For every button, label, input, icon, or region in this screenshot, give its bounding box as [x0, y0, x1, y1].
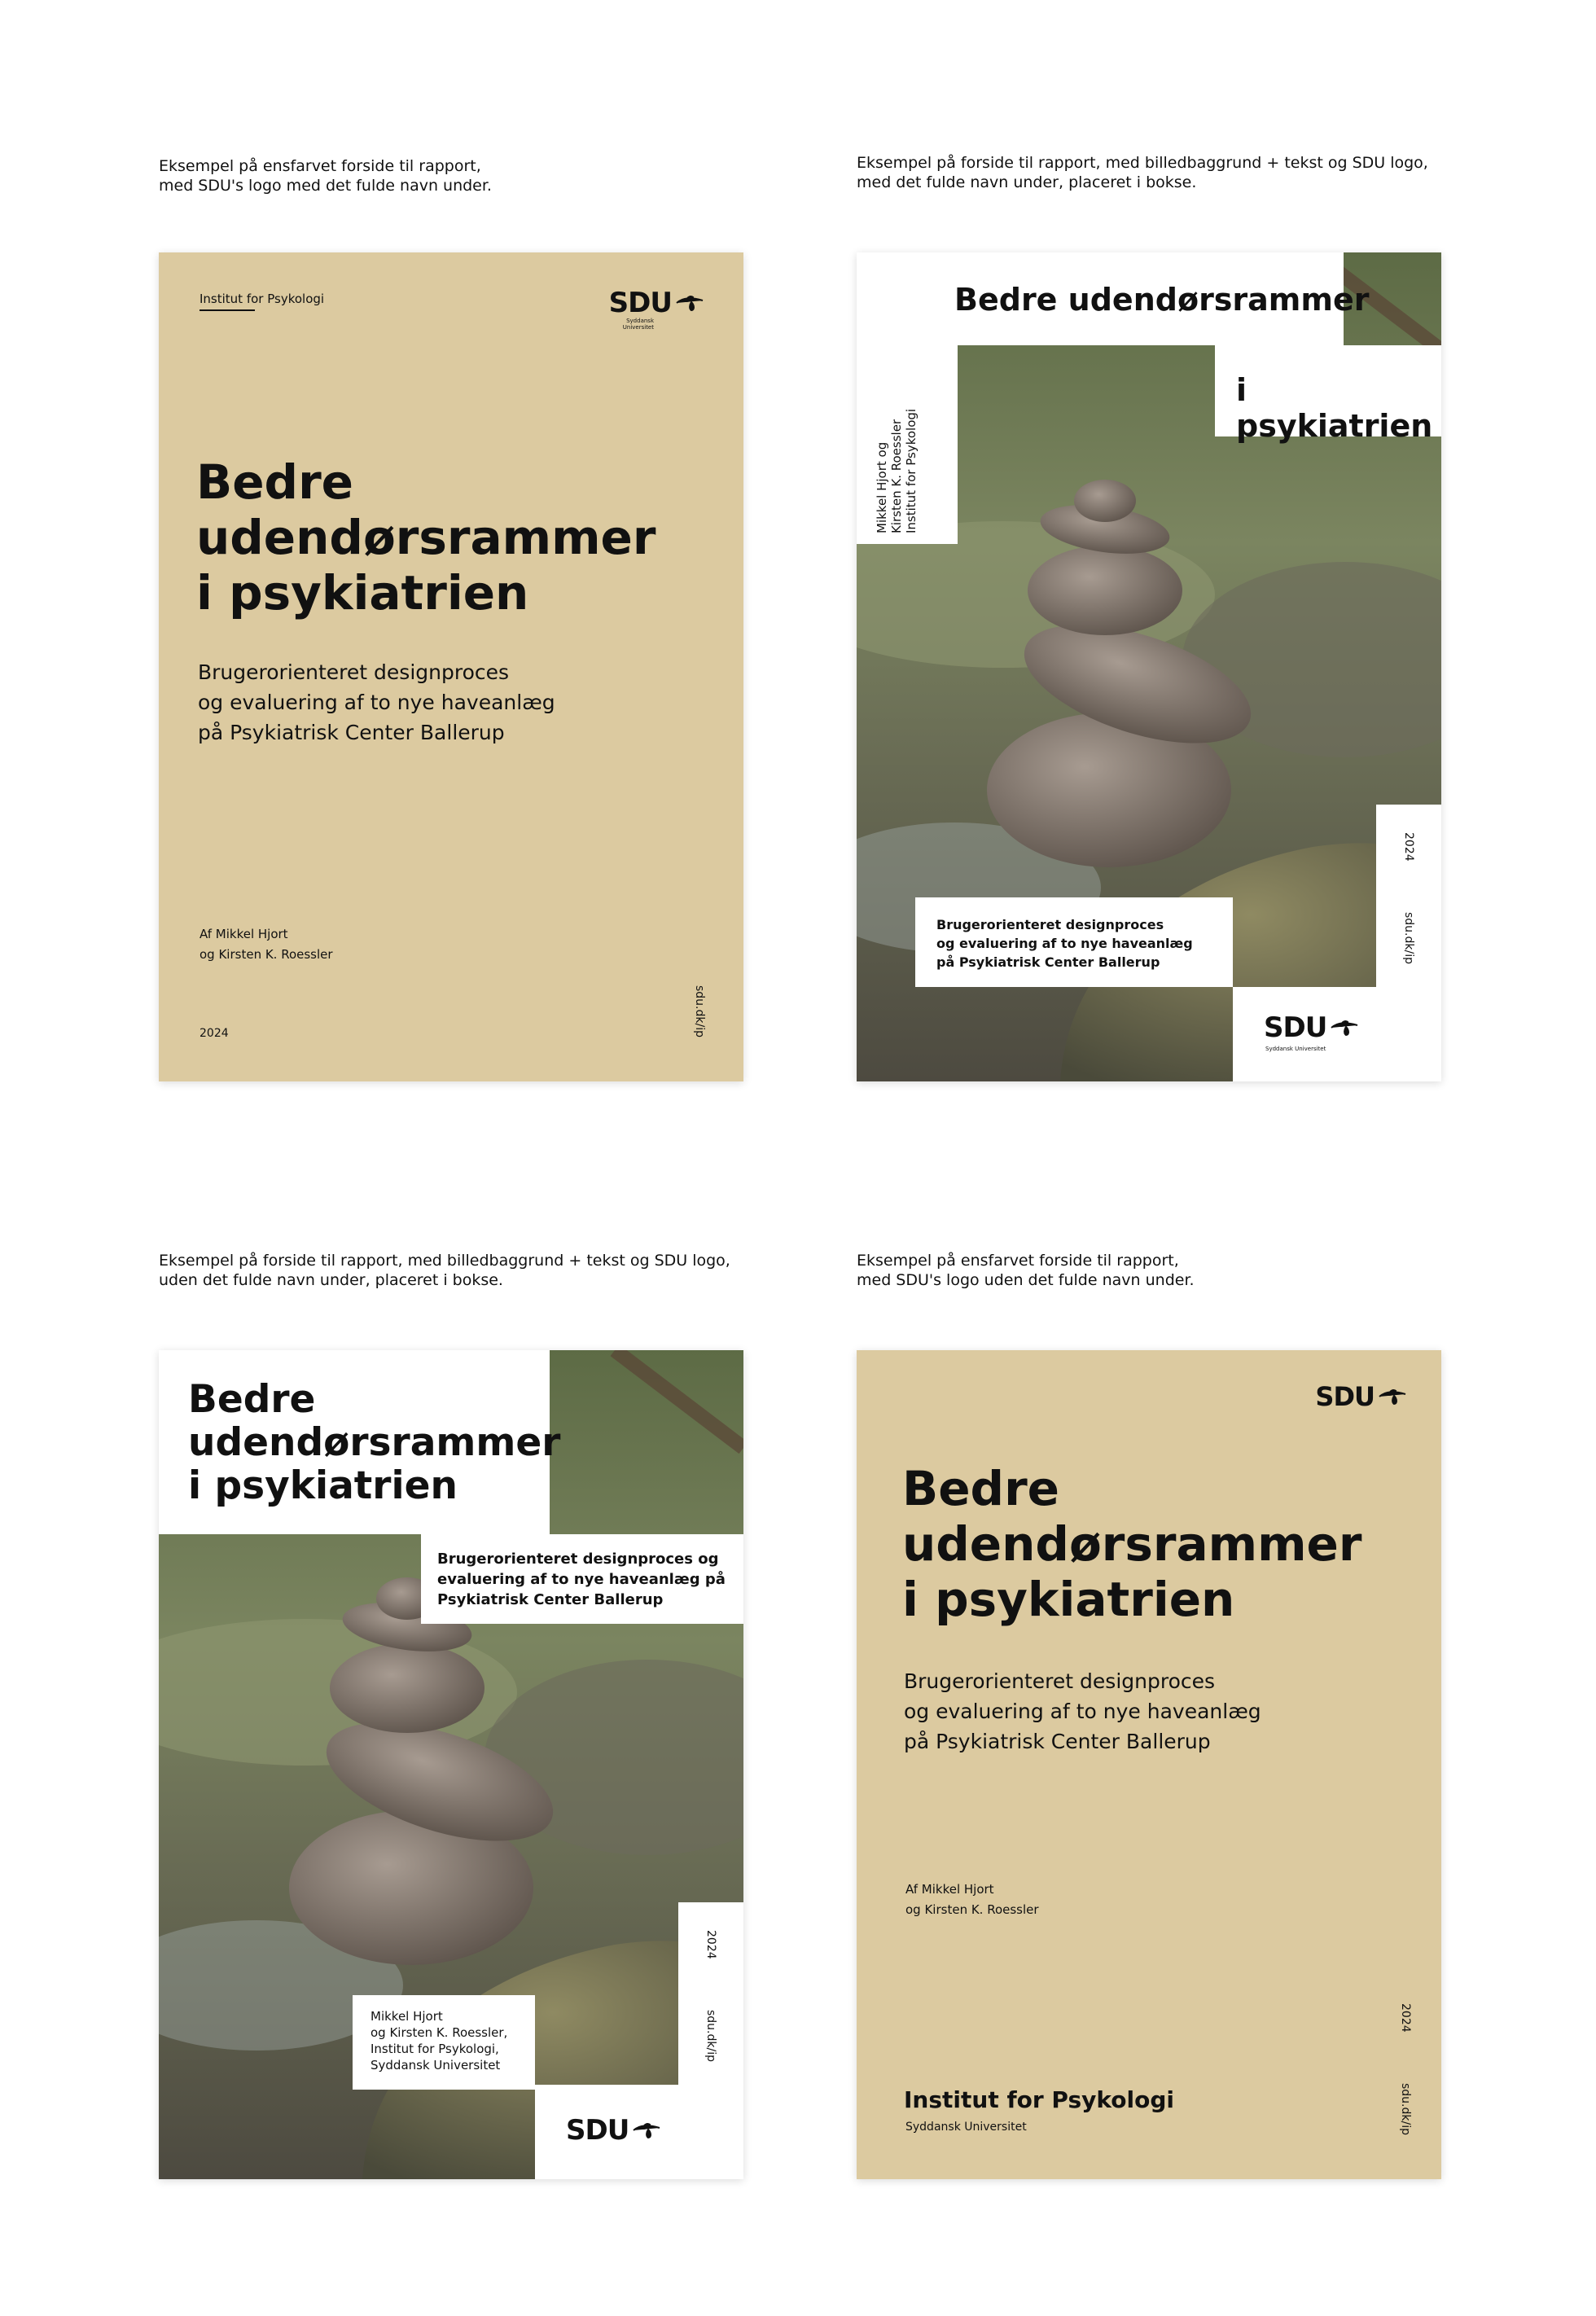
- university-name: Syddansk Universitet: [905, 2121, 1027, 2134]
- url: sdu.dk/ip: [704, 2010, 717, 2062]
- logo-box: [1233, 987, 1441, 1081]
- cover-beige-short-logo: [857, 1350, 1441, 2179]
- caption-cover-4: Eksempel på ensfarvet forside til rapport, med SDU's logo uden det fulde navn under.: [857, 1252, 1195, 1289]
- author-line: og Kirsten K. Roessler,: [370, 2025, 508, 2040]
- title-line-2-box: [1215, 345, 1441, 444]
- author-line: Kirsten K. Roessler: [889, 419, 904, 533]
- year: 2024: [704, 1930, 717, 1959]
- year: 2024: [1402, 832, 1415, 862]
- title-line: i psykiatrien: [188, 1463, 458, 1508]
- title-line-2: i psykiatrien: [1236, 372, 1433, 444]
- author-line: Mikkel Hjort og: [875, 441, 889, 533]
- caption-cover-3: Eksempel på forside til rapport, med billedbaggrund + tekst og SDU logo, uden det fulde navn under, placeret i bokse.: [159, 1252, 730, 1289]
- title-line: i psykiatrien: [196, 565, 529, 621]
- author-line: Mikkel Hjort: [370, 2009, 443, 2024]
- subtitle-line: evaluering af to nye haveanlæg på: [437, 1571, 726, 1588]
- department-underline: [200, 309, 255, 311]
- authors-vertical: [875, 383, 919, 533]
- author-line: Institut for Psykologi,: [370, 2042, 499, 2056]
- cover-photo-full-logo: [857, 252, 1441, 1081]
- subtitle-box: [915, 897, 1233, 987]
- title-line: Bedre: [188, 1377, 316, 1422]
- logo-box: [535, 2085, 743, 2179]
- department-name: Institut for Psykologi: [904, 2086, 1174, 2113]
- sdu-logo-mark: SDU: [1315, 1381, 1375, 1412]
- sdu-logo-mark: SDU: [1264, 1011, 1327, 1044]
- subtitle-line: på Psykiatrisk Center Ballerup: [198, 721, 505, 744]
- author-line: og Kirsten K. Roessler: [200, 947, 333, 962]
- url: sdu.dk/ip: [1399, 2083, 1412, 2135]
- report-subtitle: [904, 1666, 1261, 1757]
- title-line: udendørsrammer: [188, 1420, 561, 1465]
- sdu-logo: [607, 287, 704, 331]
- authors-box: [353, 1995, 535, 2090]
- title-line: udendørsrammer: [196, 510, 656, 565]
- year: 2024: [200, 1027, 229, 1040]
- cover-beige-full-logo: [159, 252, 743, 1081]
- subtitle-line: og evaluering af to nye haveanlæg: [936, 936, 1193, 951]
- title-line: Bedre: [196, 454, 354, 510]
- year: 2024: [1399, 2003, 1412, 2033]
- caption-cover-2: Eksempel på forside til rapport, med billedbaggrund + tekst og SDU logo, med det fulde navn under, placeret i bokse.: [857, 154, 1428, 191]
- sdu-logo-mark: SDU: [566, 2114, 629, 2147]
- url: sdu.dk/ip: [693, 985, 706, 1037]
- subtitle-line: Psykiatrisk Center Ballerup: [437, 1591, 664, 1608]
- department-label: Institut for Psykologi: [200, 292, 325, 306]
- author-line: Syddansk Universitet: [370, 2058, 501, 2073]
- sdu-leaf-icon: [675, 294, 704, 312]
- sdu-leaf-icon: [1378, 1388, 1407, 1406]
- sdu-logo-fullname: Syddansk Universitet: [622, 318, 654, 331]
- title-box: [159, 1350, 561, 1534]
- url: sdu.dk/ip: [1402, 912, 1415, 964]
- authors: [200, 924, 333, 965]
- report-subtitle: [198, 657, 555, 748]
- sdu-leaf-icon: [1330, 1019, 1359, 1037]
- author-line: og Kirsten K. Roessler: [905, 1902, 1039, 1917]
- report-title: [902, 1461, 1361, 1627]
- subtitle-line: Brugerorienteret designproces og: [437, 1551, 719, 1568]
- title-line-1: Bedre udendørsrammer: [954, 282, 1370, 318]
- authors: [905, 1880, 1039, 1920]
- author-line: Af Mikkel Hjort: [200, 927, 288, 941]
- subtitle-line: Brugerorienteret designproces: [198, 660, 510, 684]
- subtitle-line: Brugerorienteret designproces: [936, 917, 1164, 932]
- title-line: udendørsrammer: [902, 1516, 1362, 1572]
- sdu-logo: [1315, 1381, 1407, 1412]
- subtitle-line: og evaluering af to nye haveanlæg: [198, 691, 555, 714]
- subtitle-line: Brugerorienteret designproces: [904, 1669, 1216, 1693]
- title-line: Bedre: [902, 1461, 1060, 1516]
- sdu-logo-mark: SDU: [608, 287, 672, 319]
- subtitle-line: og evaluering af to nye haveanlæg: [904, 1700, 1261, 1723]
- sdu-leaf-icon: [632, 2121, 661, 2139]
- author-line: Institut for Psykologi: [904, 408, 919, 533]
- subtitle-box: [421, 1534, 743, 1624]
- report-title: [196, 454, 656, 621]
- cover-photo-short-logo: [159, 1350, 743, 2179]
- author-line: Af Mikkel Hjort: [905, 1882, 994, 1897]
- caption-cover-1: Eksempel på ensfarvet forside til rapport, med SDU's logo med det fulde navn under.: [159, 157, 492, 195]
- title-line: i psykiatrien: [902, 1572, 1235, 1627]
- subtitle-line: på Psykiatrisk Center Ballerup: [904, 1730, 1211, 1753]
- subtitle-line: på Psykiatrisk Center Ballerup: [936, 954, 1160, 970]
- sdu-logo-fullname: Syddansk Universitet: [1265, 1046, 1326, 1052]
